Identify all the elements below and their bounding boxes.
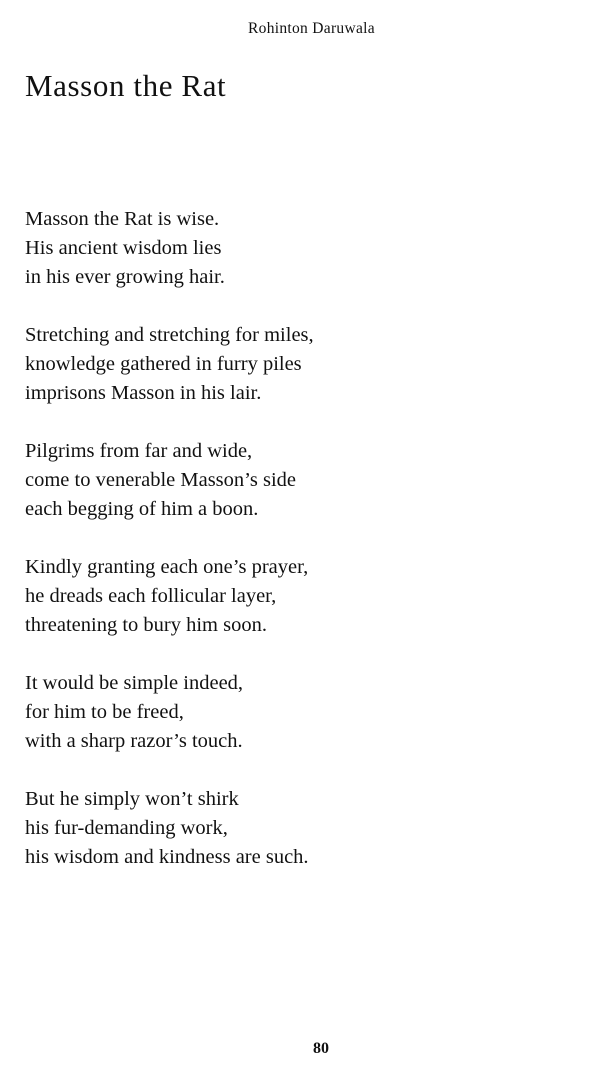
stanza-3 [25,437,585,524]
running-head-author: Rohinton Daruwala [248,20,375,37]
poem-line: Kindly granting each one’s prayer, [25,556,309,578]
poem-line: threatening to bury him soon. [25,614,267,636]
stanza-1 [25,205,585,292]
poem-title: Masson the Rat [25,68,227,103]
poem-line: Masson the Rat is wise. [25,208,220,230]
poem-body [25,205,585,901]
poem-line: imprisons Masson in his lair. [25,382,262,404]
stanza-2 [25,321,585,408]
poem-line: Stretching and stretching for miles, [25,324,314,346]
stanza-6 [25,785,585,872]
stanza-4 [25,553,585,640]
poem-line: his fur-demanding work, [25,817,228,839]
poem-line: It would be simple indeed, [25,672,244,694]
poem-line: for him to be freed, [25,701,184,723]
poem-line: in his ever growing hair. [25,266,225,288]
poem-line: his wisdom and kindness are such. [25,846,309,868]
poem-line: each begging of him a boon. [25,498,259,520]
poem-line: he dreads each follicular layer, [25,585,277,607]
poem-line: Pilgrims from far and wide, [25,440,253,462]
page-number: 80 [313,1040,329,1057]
poem-line: come to venerable Masson’s side [25,469,296,491]
poem-line: with a sharp razor’s touch. [25,730,243,752]
stanza-5 [25,669,585,756]
poem-line: But he simply won’t shirk [25,788,239,810]
poem-line: knowledge gathered in furry piles [25,353,302,375]
poem-line: His ancient wisdom lies [25,237,222,259]
